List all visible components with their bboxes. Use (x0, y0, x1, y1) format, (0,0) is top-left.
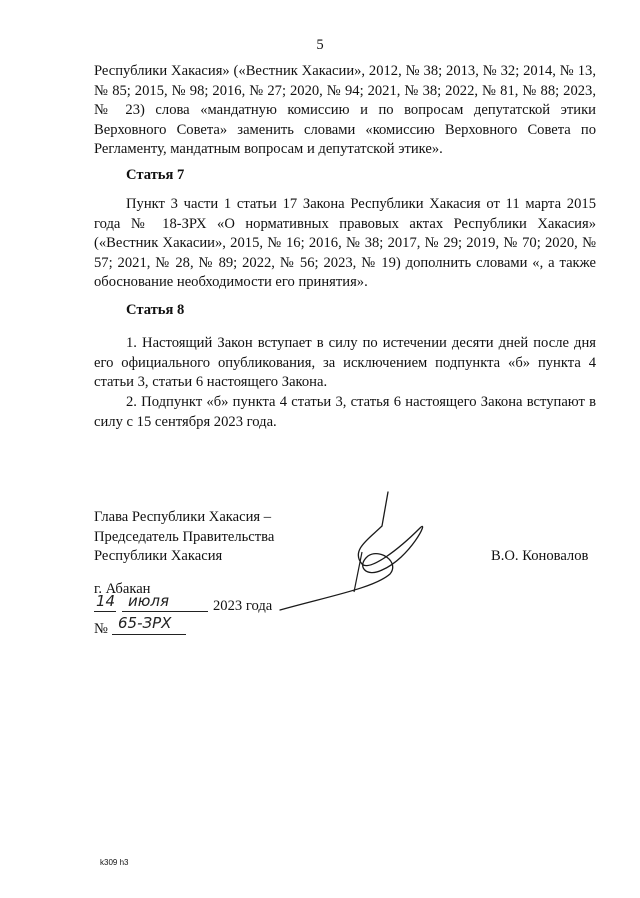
signatory-title-line-2: Председатель Правительства (94, 529, 275, 545)
signatory-title-line-3: Республики Хакасия (94, 548, 223, 564)
article-8-item-1: 1. Настоящий Закон вступает в силу по истечении десяти дней после дня его официального опубликования, за исключением подпункта «б» пункта 4 статьи 3, статьи 6 настоящего Закона. (94, 335, 596, 391)
date-month: июля (128, 592, 169, 610)
signatory-title-line-1: Глава Республики Хакасия – (94, 509, 272, 525)
footer-code: k309 h3 (100, 858, 129, 867)
date-month-underline (122, 611, 208, 612)
law-number-underline (112, 634, 186, 635)
article-8-title: Статья 8 (126, 302, 185, 318)
intro-paragraph: Республики Хакасия» («Вестник Хакасии», 2012, № 38; 2013, № 32; 2014, № 13, № 85; 2015, № 98; 2016, № 27; 2020, № 94; 2021, № 38; 2022, № 81, № 88; 2023, № 23) слова «мандатную комиссию и по вопросам депутатской этики Верховного Совета» заменить словами «комиссию Верховного Совета по Регламенту, мандатным вопросам и депутатской этике». (94, 63, 596, 158)
signatory-name: В.О. Коновалов (491, 548, 589, 564)
handwritten-signature (270, 488, 450, 618)
date-day-underline (94, 611, 116, 612)
date-year: 2023 года (213, 598, 273, 614)
article-8-item-2: 2. Подпункт «б» пункта 4 статьи 3, статья 6 настоящего Закона вступают в силу с 15 сентября 2023 года. (94, 394, 596, 430)
city: г. Абакан (94, 581, 151, 597)
law-number-prefix: № (94, 621, 108, 637)
date-day: 14 (96, 592, 116, 610)
law-number-value: 65-ЗРХ (118, 614, 172, 632)
page-number: 5 (316, 37, 324, 53)
article-7-title: Статья 7 (126, 167, 185, 183)
article-7-text: Пункт 3 части 1 статьи 17 Закона Республики Хакасия от 11 марта 2015 года № 18-ЗРХ «О нормативных правовых актах Республики Хакасия» («Вестник Хакасии», 2015, № 16; 2016, № 38; 2017, № 29; 2019, № 70; 2020, № 57; 2021, № 28, № 89; 2022, № 56; 2023, № 19) дополнить словами «, а также обоснование необходимости его принятия». (94, 196, 596, 291)
